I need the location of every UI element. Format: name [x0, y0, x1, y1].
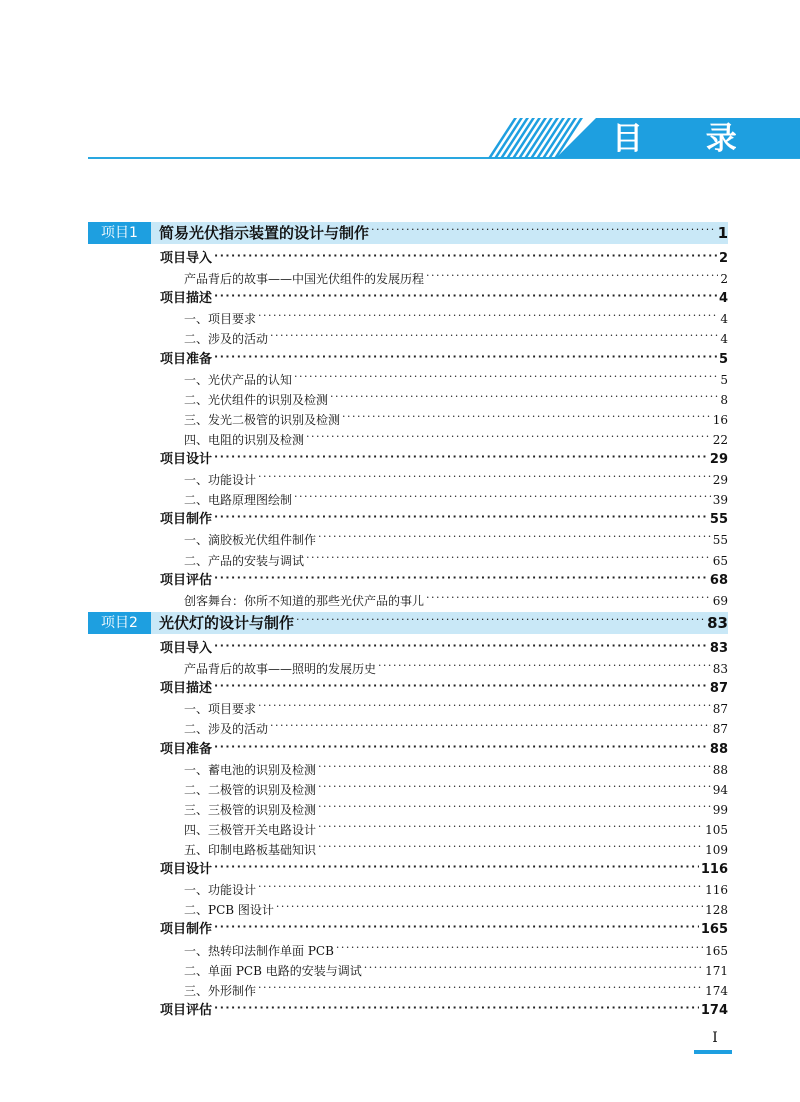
toc-label: 项目评估: [160, 572, 213, 588]
toc-label: 二、涉及的活动: [184, 332, 269, 347]
leader-dots: [214, 676, 708, 696]
toc-page: 87: [712, 702, 728, 717]
toc-page: 128: [705, 903, 728, 918]
toc-page: 87: [712, 722, 728, 737]
leader-dots: [318, 527, 711, 547]
leader-dots: [378, 656, 711, 676]
toc-page: 174: [705, 983, 728, 998]
leader-dots: [318, 837, 703, 857]
toc-page: 5: [718, 351, 728, 367]
project-page: 83: [707, 614, 728, 632]
leader-dots: [214, 998, 699, 1018]
toc-page: 29: [709, 452, 728, 467]
toc-subsection[interactable]: [88, 591, 728, 611]
toc-page: 22: [712, 432, 728, 447]
toc-page: 29: [712, 473, 728, 488]
leader-dots: [318, 797, 711, 817]
toc-label: 一、项目要求: [184, 312, 257, 327]
toc-label: 项目评估: [160, 1002, 213, 1018]
leader-dots: [258, 696, 711, 716]
project-title: 光伏灯的设计与制作: [159, 614, 295, 632]
toc-label: 项目设计: [160, 452, 213, 467]
toc-label: 二、二极管的识别及检测: [184, 782, 317, 797]
toc-page: 55: [712, 533, 728, 548]
leader-dots: [214, 737, 708, 757]
leader-dots: [258, 877, 703, 897]
leader-dots: [214, 636, 708, 656]
page-number: I: [712, 1030, 718, 1046]
toc-label: 项目描述: [160, 291, 213, 307]
toc-label: 二、电路原理图绘制: [184, 493, 293, 508]
toc-page: 2: [720, 272, 728, 287]
toc-label: 一、功能设计: [184, 473, 257, 488]
leader-dots: [336, 938, 703, 958]
toc-page: 55: [709, 512, 728, 528]
toc-page: 39: [712, 493, 728, 508]
toc-page: 4: [720, 312, 728, 327]
leader-dots: [276, 897, 703, 917]
toc-label: 二、单面 PCB 电路的安装与调试: [184, 963, 362, 978]
leader-dots: [318, 757, 711, 777]
toc-label: 项目准备: [160, 351, 213, 367]
toc-page: 88: [712, 762, 728, 777]
leader-dots: [318, 777, 711, 797]
leader-dots: [426, 266, 718, 286]
toc-page: 4: [720, 332, 728, 347]
toc-label: 二、光伏组件的识别及检测: [184, 392, 329, 407]
toc-label: 项目设计: [160, 862, 213, 878]
toc-label: 二、涉及的活动: [184, 722, 269, 737]
toc-label: 四、电阻的识别及检测: [184, 432, 305, 447]
toc-label: 二、产品的安装与调试: [184, 553, 305, 568]
toc-label: 项目准备: [160, 741, 213, 757]
leader-dots: [330, 387, 718, 407]
page-number-bar: [694, 1050, 732, 1054]
toc-label: 三、三极管的识别及检测: [184, 802, 317, 817]
toc-label: 一、光伏产品的认知: [184, 372, 293, 387]
leader-dots: [214, 447, 708, 467]
toc-page: 8: [720, 392, 728, 407]
leader-dots: [270, 326, 718, 346]
toc-label: 一、功能设计: [184, 883, 257, 898]
leader-dots: [371, 219, 716, 241]
toc-section[interactable]: [88, 1001, 728, 1021]
toc-label: 五、印制电路板基础知识: [184, 843, 317, 857]
toc-label: 三、发光二极管的识别及检测: [184, 412, 341, 427]
leader-dots: [258, 467, 711, 487]
toc-page: 165: [700, 922, 728, 938]
toc-page: 16: [712, 412, 728, 427]
leader-dots: [294, 367, 718, 387]
toc-page: 69: [712, 593, 728, 608]
toc-page: 88: [709, 741, 728, 757]
toc-label: 四、三极管开关电路设计: [184, 822, 317, 837]
leader-dots: [342, 407, 711, 427]
project-heading[interactable]: [88, 222, 728, 244]
toc-page: 116: [705, 883, 728, 898]
leader-dots: [214, 286, 717, 306]
toc-page: 116: [700, 862, 728, 878]
project-tag: 项目2: [88, 612, 151, 634]
toc-page: 5: [720, 372, 728, 387]
toc-page: 109: [705, 843, 728, 857]
toc-page: 68: [709, 572, 728, 588]
toc-label: 创客舞台：你所不知道的那些光伏产品的事儿: [184, 593, 425, 608]
leader-dots: [296, 609, 705, 631]
leader-dots: [214, 507, 708, 527]
toc-label: 项目制作: [160, 512, 213, 528]
toc-label: 三、外形制作: [184, 983, 257, 998]
project-heading[interactable]: [88, 612, 728, 634]
leader-dots: [294, 487, 711, 507]
leader-dots: [214, 857, 699, 877]
project-tag: 项目1: [88, 222, 151, 244]
toc-page: 94: [712, 782, 728, 797]
leader-dots: [270, 716, 711, 736]
page-title: 目 录: [612, 121, 763, 157]
toc-label: 二、PCB 图设计: [184, 903, 274, 918]
toc-page: 87: [709, 681, 728, 697]
leader-dots: [426, 588, 711, 608]
toc-page: 2: [718, 251, 728, 266]
toc-label: 一、热转印法制作单面 PCB: [184, 943, 334, 958]
toc-label: 一、滴胶板光伏组件制作: [184, 533, 317, 548]
leader-dots: [258, 978, 703, 998]
leader-dots: [306, 427, 711, 447]
leader-dots: [258, 306, 718, 326]
leader-dots: [214, 246, 717, 266]
toc-label: 项目导入: [160, 251, 213, 266]
leader-dots: [214, 568, 708, 588]
toc-label: 一、蓄电池的识别及检测: [184, 762, 317, 777]
leader-dots: [306, 548, 711, 568]
toc-page: 83: [709, 641, 728, 656]
toc-page: 171: [705, 963, 728, 978]
leader-dots: [318, 817, 703, 837]
leader-dots: [214, 347, 717, 367]
toc-page: 165: [705, 943, 728, 958]
toc-label: 产品背后的故事——中国光伏组件的发展历程: [184, 272, 425, 287]
project-page: 1: [717, 224, 728, 242]
toc-page: 99: [712, 802, 728, 817]
leader-dots: [214, 917, 699, 937]
toc-label: 产品背后的故事——照明的发展历史: [184, 662, 377, 677]
leader-dots: [364, 958, 703, 978]
toc-page: 65: [712, 553, 728, 568]
toc-label: 项目制作: [160, 922, 213, 938]
toc-page: 4: [718, 291, 728, 307]
toc-label: 一、项目要求: [184, 702, 257, 717]
toc-page: 174: [700, 1002, 728, 1018]
toc-label: 项目导入: [160, 641, 213, 656]
toc-page: 83: [712, 662, 728, 677]
project-title: 简易光伏指示装置的设计与制作: [159, 224, 370, 242]
toc-page: 105: [705, 822, 728, 837]
toc-label: 项目描述: [160, 681, 213, 697]
